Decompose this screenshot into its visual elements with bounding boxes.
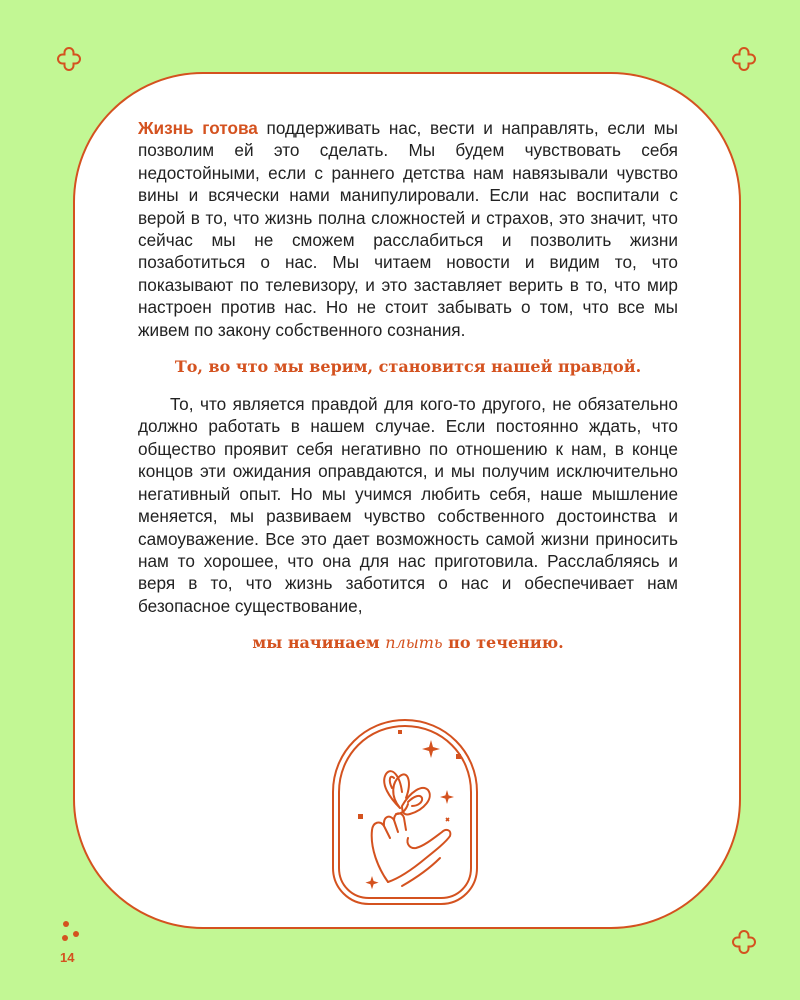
closing-emphasis: плыть bbox=[385, 633, 443, 653]
dots-icon bbox=[58, 918, 88, 948]
quatrefoil-icon bbox=[55, 45, 83, 73]
paragraph-2: То, что является правдой для кого-то другого, не обязательно должно работать в нашем случае. Если постоянно ждать, что общество проявит себя негативно по отношению к нам, в конце концов эти ожидания оправдаются, и мы получим исключительно негативный опыт. Но мы учимся любить себя, наше мышление меняется, мы развиваем чувство собственного достоинства и самоуважение. Все это дает возможность самой жизни приносить нам то хорошее, что она для нас приготовила. Расслабляясь и веря в то, что жизнь заботится о нас и обеспечивает нам безопасное существование, bbox=[138, 394, 678, 616]
quatrefoil-icon bbox=[730, 45, 758, 73]
closing-part-3: по течению. bbox=[442, 633, 564, 653]
closing-line bbox=[138, 631, 678, 655]
paragraph-1-body: поддерживать нас, вести и направлять, если мы позволим ей это сделать. Мы будем чувствовать себя недостойными, если с раннего детства нам навязывали чувство вины и всячески нами манипулировали. Если нас воспитали с верой в то, что жизнь полна сложностей и страхов, это значит, что сейчас мы не сможем расслабиться и позволить жизни позаботиться о нас. Мы читаем новости и видим то, что показывают по телевизору, и это заставляет верить в то, что мир настроен против нас. Но не стоит забывать о том, что все мы живем по закону собственного сознания. bbox=[138, 118, 678, 340]
closing-part-1: мы начинаем bbox=[252, 633, 386, 653]
quatrefoil-icon bbox=[730, 928, 758, 956]
paragraph-1 bbox=[138, 117, 678, 341]
hand-butterfly-icon bbox=[330, 718, 480, 908]
page-text bbox=[138, 117, 678, 655]
pull-quote: То, во что мы верим, становится нашей правдой. bbox=[174, 357, 642, 377]
lead-phrase: Жизнь готова bbox=[138, 118, 258, 138]
page-number: 14 bbox=[60, 950, 75, 965]
